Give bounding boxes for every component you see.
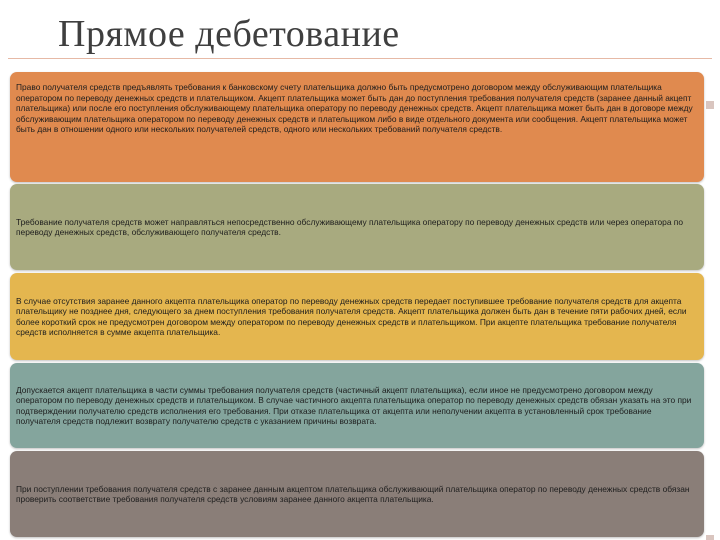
text-block-5 bbox=[10, 451, 704, 537]
text-block-1 bbox=[10, 72, 704, 182]
text-block-4 bbox=[10, 363, 704, 448]
text-block-2-body: Требование получателя средств может направляться непосредственно обслуживающему плательщика оператору по переводу денежных средств или через оператора по переводу денежных средств, обслуживающего получателя средств. bbox=[16, 216, 683, 237]
text-block-5-body: При поступлении требования получателя средств с заранее данным акцептом плательщика обслуживающий плательщика оператор по переводу денежных средств обязан проверить соответствие требования получателя средств условиям заранее данного акцепта плательщика. bbox=[16, 483, 690, 504]
text-block-3-body: В случае отсутствия заранее данного акцепта плательщика оператор по переводу денежных средств передает поступившее требование получателя средств для акцепта плательщику не позднее дня, следующего за днем поступления требования получателя средств. Акцепт плательщика должен быть дан в течение пяти рабочих дней, если более короткий срок не предусмотрен договором между оператором по переводу денежных средств и плательщиком. При акцепте плательщика требование получателя средств исполняется в сумме акцепта плательщика. bbox=[16, 295, 687, 337]
text-block-2 bbox=[10, 184, 704, 270]
title-divider bbox=[8, 58, 712, 59]
slide-title: Прямое дебетование bbox=[58, 13, 400, 55]
text-block-3 bbox=[10, 273, 704, 360]
text-block-1-body: Право получателя средств предъявлять требования к банковскому счету плательщика должно быть предусмотрено договором между обслуживающим плательщика оператором по переводу денежных средств и плательщиком. Акцепт плательщика может быть дан до поступления требования получателя средств (заранее данный акцепт плательщика) или после его поступления обслуживающему плательщика оператору по переводу денежных средств. Акцепт плательщика может быть дан в договоре между обслуживающим плательщика оператором по переводу денежных средств и плательщиком либо в виде отдельного документа или сообщения. Акцепт плательщика может быть дан в отношении одного или нескольких получателей средств, одного или нескольких требований получателя средств. bbox=[16, 82, 693, 134]
side-accent-marker-bottom bbox=[706, 535, 714, 540]
text-block-4-body: Допускается акцепт плательщика в части суммы требования получателя средств (частичный акцепт плательщика), если иное не предусмотрено договором между оператором по переводу денежных средств и плательщиком. В случае частичного акцепта плательщика оператор по переводу денежных средств обязан указать на это при подтверждении получателю средств исполнения его требования. При отказе плательщика от акцепта или неполучении акцепта в установленный срок требование получателя средств подлежит возврату получателю средств с указанием причины возврата. bbox=[16, 384, 692, 426]
side-accent-marker bbox=[706, 101, 714, 109]
